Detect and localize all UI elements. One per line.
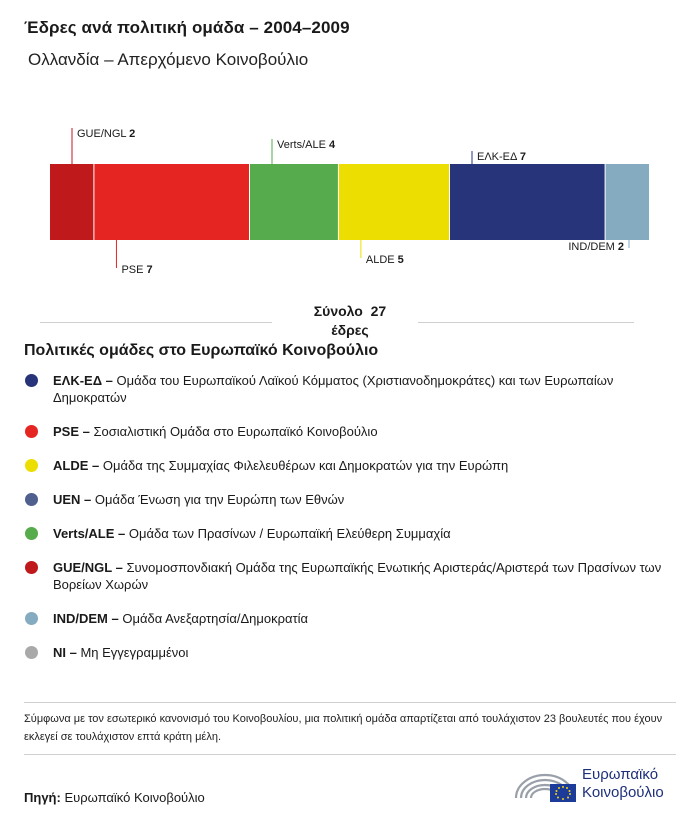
bar-label-verts-ale: Verts/ALE 4 bbox=[277, 139, 336, 151]
logo-line-1: Ευρωπαϊκό bbox=[582, 766, 659, 783]
legend-item bbox=[24, 525, 664, 542]
legend-description: Μη Εγγεγραμμένοι bbox=[76, 645, 189, 660]
bar-segment-ελκ-εδ bbox=[450, 164, 605, 240]
source bbox=[24, 790, 205, 805]
source-label: Πηγή: bbox=[24, 790, 61, 805]
bar-label-ελκ-εδ: ΕΛΚ-ΕΔ 7 bbox=[477, 151, 526, 163]
legend-item bbox=[24, 423, 664, 440]
total-value: 27 bbox=[370, 303, 387, 319]
legend-dot-icon bbox=[25, 493, 38, 506]
logo-line-2: Κοινοβούλιο bbox=[582, 784, 664, 801]
legend-dot-icon bbox=[25, 374, 38, 387]
legend-code: UEN – bbox=[53, 492, 92, 507]
bar-segment-verts-ale bbox=[250, 164, 338, 240]
legend-item bbox=[24, 372, 664, 406]
legend-dot-icon bbox=[25, 646, 38, 659]
logo-text bbox=[582, 766, 664, 802]
bar-label-gue-ngl: GUE/NGL 2 bbox=[77, 128, 136, 140]
legend-code: IND/DEM – bbox=[53, 611, 119, 626]
bar-label-alde: ALDE 5 bbox=[365, 254, 404, 266]
legend bbox=[24, 372, 664, 678]
legend-description: Σοσιαλιστική Ομάδα στο Ευρωπαϊκό Κοινοβούλιο bbox=[89, 424, 378, 439]
legend-code: Verts/ALE – bbox=[53, 526, 126, 541]
legend-code: PSE – bbox=[53, 424, 90, 439]
total-text bbox=[300, 302, 400, 340]
chart-title: Έδρες ανά πολιτική ομάδα – 2004–2009 bbox=[24, 18, 350, 37]
total-divider-left bbox=[40, 322, 272, 323]
legend-dot-icon bbox=[25, 459, 38, 472]
total-divider-right bbox=[418, 322, 634, 323]
legend-item bbox=[24, 491, 664, 508]
footnote: Σύμφωνα με τον εσωτερικό κανονισμό του Κοινοβουλίου, μια πολιτική ομάδα απαρτίζεται από τουλάχιστον 23 βουλευτές που έχουν εκλεγεί σε τουλάχιστον επτά κράτη μέλη. bbox=[24, 713, 663, 743]
footnote-divider-top bbox=[24, 702, 676, 703]
bar-label-ind-dem: IND/DEM 2 bbox=[568, 241, 624, 253]
legend-item bbox=[24, 644, 664, 661]
european-parliament-logo bbox=[512, 764, 682, 808]
source-value: Ευρωπαϊκό Κοινοβούλιο bbox=[64, 790, 205, 805]
bar-segment-pse bbox=[94, 164, 249, 240]
legend-dot-icon bbox=[25, 612, 38, 625]
legend-code: ΕΛΚ-ΕΔ – bbox=[53, 373, 113, 388]
parliament-hemicycle-icon bbox=[512, 764, 578, 808]
total-seats bbox=[0, 302, 700, 342]
legend-description: Ομάδα της Συμμαχίας Φιλελευθέρων και Δημοκρατών για την Ευρώπη bbox=[99, 458, 509, 473]
legend-dot-icon bbox=[25, 527, 38, 540]
legend-description: Ομάδα των Πρασίνων / Ευρωπαϊκή Ελεύθερη Συμμαχία bbox=[125, 526, 451, 541]
stacked-bar-chart bbox=[0, 0, 700, 300]
legend-dot-icon bbox=[25, 561, 38, 574]
bar-label-pse: PSE 7 bbox=[121, 264, 153, 276]
legend-code: ALDE – bbox=[53, 458, 100, 473]
legend-description: Ομάδα Ανεξαρτησία/Δημοκρατία bbox=[118, 611, 309, 626]
bar-segment-alde bbox=[339, 164, 449, 240]
legend-title: Πολιτικές ομάδες στο Ευρωπαϊκό Κοινοβούλιο bbox=[24, 342, 379, 359]
total-label: Σύνολο bbox=[313, 303, 363, 319]
legend-description: Ομάδα Ένωση για την Ευρώπη των Εθνών bbox=[91, 492, 345, 507]
footnote-divider-bottom bbox=[24, 754, 676, 755]
legend-dot-icon bbox=[25, 425, 38, 438]
total-unit: έδρες bbox=[331, 322, 369, 338]
legend-item bbox=[24, 610, 664, 627]
legend-item bbox=[24, 559, 664, 593]
chart-subtitle: Ολλανδία – Απερχόμενο Κοινοβούλιο bbox=[28, 50, 309, 69]
legend-description: Ομάδα του Ευρωπαϊκού Λαϊκού Κόμματος (Χριστιανοδημοκράτες) και των Ευρωπαίων Δημοκρατών bbox=[53, 373, 614, 405]
legend-code: GUE/NGL – bbox=[53, 560, 123, 575]
bar-segment-gue-ngl bbox=[50, 164, 93, 240]
legend-description: Συνομοσπονδιακή Ομάδα της Ευρωπαϊκής Ενωτικής Αριστεράς/Αριστερά των Πρασίνων των Βορείων Χωρών bbox=[53, 560, 662, 592]
legend-item bbox=[24, 457, 664, 474]
legend-code: NI – bbox=[53, 645, 77, 660]
bar-segment-ind-dem bbox=[606, 164, 649, 240]
